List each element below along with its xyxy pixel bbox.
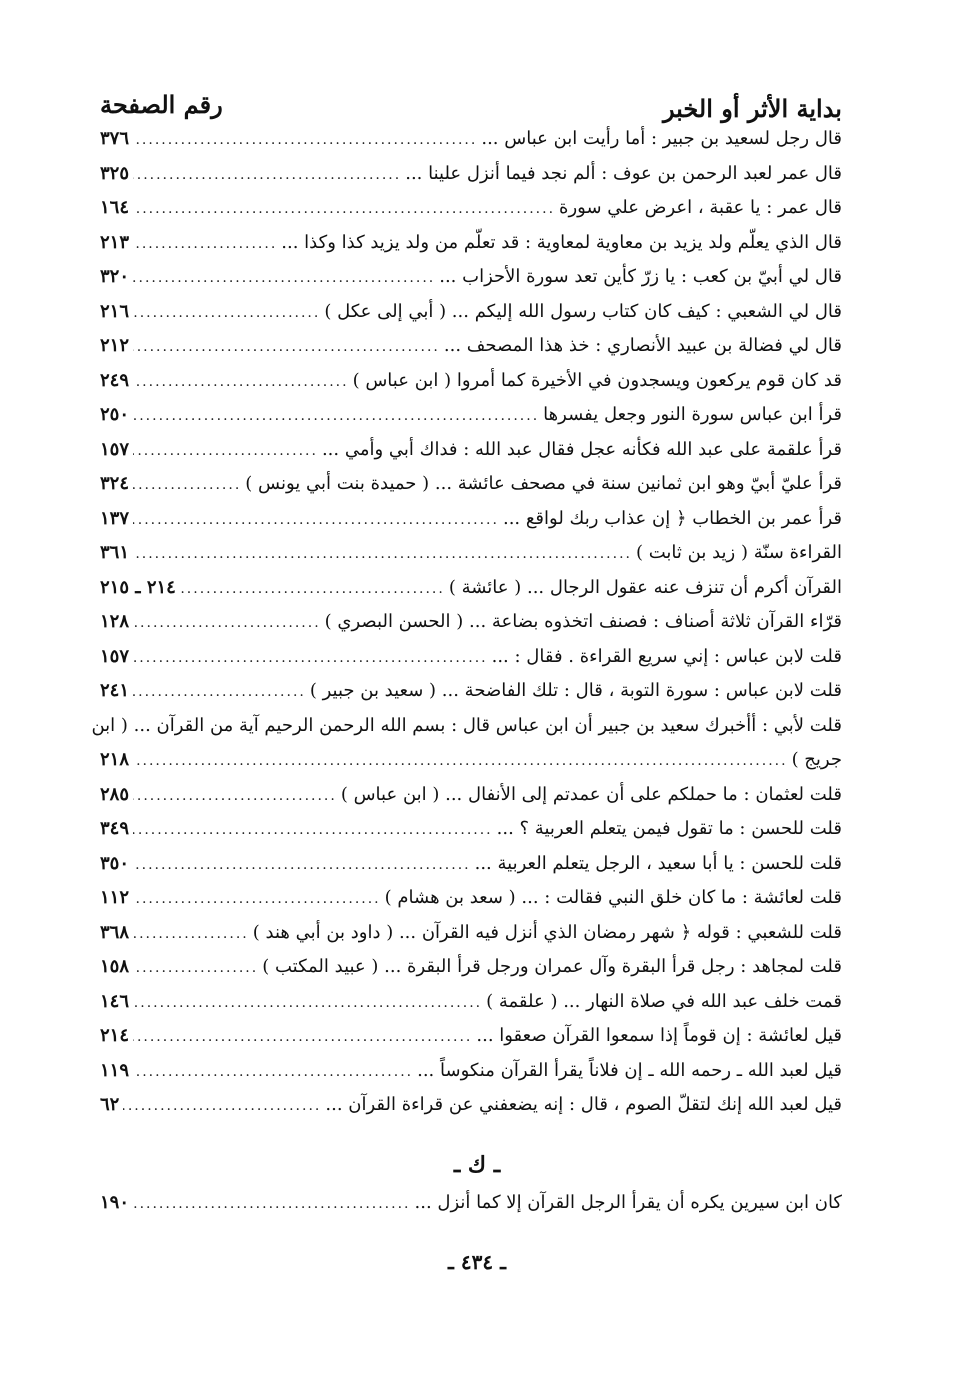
index-entry bbox=[100, 853, 842, 888]
leader-dots bbox=[133, 857, 471, 873]
index-entry bbox=[100, 335, 842, 370]
index-entry bbox=[100, 577, 842, 612]
entry-text: قال الذي يعلّم ولد يزيد بن معاوية لمعاوية : قد تعلّم من ولد يزيد كذا وكذا ... bbox=[281, 231, 842, 253]
leader-dots bbox=[133, 443, 318, 459]
leader-dots bbox=[133, 1196, 410, 1212]
entry-page: ٢١٦ bbox=[100, 300, 130, 322]
entry-page: ١٤٦ bbox=[100, 990, 130, 1012]
entry-text: قمت خلف عبد الله في صلاة النهار ... ( علقمة ) bbox=[486, 990, 842, 1012]
leader-dots bbox=[133, 788, 337, 804]
leader-dots bbox=[133, 132, 477, 148]
column-title-start-of-narration: بداية الأثر أو الخبر bbox=[662, 94, 842, 123]
entry-text: القراءة سنّة ( زيد بن ثابت ) bbox=[636, 542, 842, 563]
entry-text: قرأ علقمة على عبد الله فكأنه عجل فقال عبد الله : فداك أبي وأمي ... bbox=[321, 438, 842, 460]
page-number: ـ ٤٣٤ ـ bbox=[448, 1250, 506, 1274]
leader-dots bbox=[133, 477, 241, 493]
entry-page: ٣٦١ bbox=[100, 542, 130, 563]
entry-page: ٢٤٩ bbox=[100, 369, 130, 391]
entry-text: قلت لمجاهد : رجل قرأ البقرة وآل عمران ورجل قرأ البقرة ... ( عبيد المكتب ) bbox=[262, 956, 842, 977]
index-entry bbox=[100, 197, 842, 232]
index-entry bbox=[100, 439, 842, 474]
entry-page: ٢١٣ bbox=[100, 231, 130, 253]
index-entry bbox=[100, 301, 842, 336]
index-entry bbox=[100, 128, 842, 163]
index-entry bbox=[100, 646, 842, 681]
entry-text: قرأ ابن عباس سورة النور وجعل يفسرها bbox=[543, 404, 842, 425]
leader-dots bbox=[133, 1064, 413, 1080]
entry-page: ٢٥٠ bbox=[100, 404, 130, 425]
index-entry bbox=[100, 1094, 842, 1129]
section-letter-heading: ـ ك ـ bbox=[453, 1152, 501, 1178]
entry-page: ١٥٧ bbox=[100, 645, 130, 667]
index-entry bbox=[100, 1060, 842, 1095]
leader-dots bbox=[133, 167, 401, 183]
entry-page: ٣٢٤ bbox=[100, 473, 130, 494]
leader-dots bbox=[133, 270, 435, 286]
entry-text: قرّاء القرآن ثلاثة أصناف : فصنف اتخذوه بضاعة ... ( الحسن البصري ) bbox=[324, 611, 842, 632]
entry-text: جريج ) bbox=[791, 749, 842, 770]
entry-page: ٢١٤ ـ ٢١٥ bbox=[100, 576, 176, 598]
index-entry bbox=[100, 784, 842, 819]
entry-text: قرأ عليّ أبيّ وهو ابن ثمانين سنة في مصحف عائشة ... ( حميدة بنت أبي يونس ) bbox=[245, 473, 842, 494]
leader-dots bbox=[133, 891, 381, 907]
index-entry bbox=[100, 370, 842, 405]
index-entry bbox=[100, 991, 842, 1026]
index-entry bbox=[100, 404, 842, 439]
entry-page: ٢٤١ bbox=[100, 680, 130, 701]
entry-text: قال عمر لعبد الرحمن بن عوف : ألم نجد فيما أنزل علينا ... bbox=[405, 162, 842, 184]
leader-dots bbox=[133, 339, 440, 355]
column-title-page-number: رقم الصفحة bbox=[100, 90, 223, 119]
entry-page: ٦٢ bbox=[100, 1094, 120, 1115]
leader-dots bbox=[133, 650, 488, 666]
leader-dots bbox=[133, 236, 277, 252]
entry-page: ٣٧٦ bbox=[100, 128, 130, 149]
page-header bbox=[100, 90, 842, 126]
entry-page: ١٣٧ bbox=[100, 507, 130, 529]
leader-dots bbox=[133, 1029, 472, 1045]
entry-text: قال عمر : يا عقبة ، اعرض علي سورة bbox=[559, 197, 842, 218]
entry-text: قلت للحسن : ما تقول فيمن يتعلم العربية ؟ ... bbox=[496, 818, 842, 839]
entry-page: ٢١٢ bbox=[100, 335, 130, 356]
leader-dots bbox=[133, 408, 539, 424]
entry-text: قال لي أبيّ بن كعب : يا زرّ كأين تعد سورة الأحزاب ... bbox=[439, 266, 842, 287]
index-entry bbox=[100, 887, 842, 922]
entry-text: كان ابن سيرين يكره أن يقرأ الرجل القرآن إلا كما أنزل ... bbox=[414, 1192, 842, 1213]
entry-text: قيل لعائشة : إن قوماً إذا سمعوا القرآن صعقوا ... bbox=[476, 1025, 842, 1046]
entry-page: ٢١٤ bbox=[100, 1025, 130, 1046]
entry-page: ١٦٤ bbox=[100, 197, 130, 218]
entry-text: قلت لعثمان : ما حملكم على أن عمدتم إلى الأنفال ... ( ابن عباس ) bbox=[340, 783, 842, 805]
leader-dots bbox=[133, 995, 482, 1011]
index-entry bbox=[100, 922, 842, 957]
index-entry bbox=[100, 163, 842, 198]
entry-text: قلت للشعبي : قوله ﴿ شهر رمضان الذي أنزل فيه القرآن ... ( داود بن أبي هند ) bbox=[252, 921, 842, 943]
index-entry bbox=[100, 508, 842, 543]
index-entry-wrapped-line-1 bbox=[91, 714, 842, 750]
entry-text: قال لي الشعبي : كيف كان كتاب رسول الله إليكم ... ( أبي إلى عكل ) bbox=[324, 300, 842, 322]
leader-dots bbox=[133, 512, 499, 528]
entry-page: ١١٢ bbox=[100, 887, 130, 908]
index-entry bbox=[100, 542, 842, 577]
leader-dots bbox=[180, 581, 445, 597]
entry-text: قال رجل لسعيد بن جبير : أما رأيت ابن عباس ... bbox=[481, 128, 842, 149]
entry-text: قلت لابن عباس : إني سريع القراءة . فقال : ... bbox=[491, 645, 842, 667]
entry-page: ١٥٧ bbox=[100, 438, 130, 460]
leader-dots bbox=[133, 201, 555, 217]
leader-dots bbox=[133, 546, 632, 562]
entry-page: ١١٩ bbox=[100, 1059, 130, 1081]
leader-dots bbox=[133, 926, 249, 942]
leader-dots bbox=[133, 374, 349, 390]
index-entry bbox=[100, 818, 842, 853]
index-entry bbox=[100, 232, 842, 267]
entry-page: ١٩٠ bbox=[100, 1192, 130, 1213]
index-entry bbox=[100, 611, 842, 646]
index-entry bbox=[100, 1025, 842, 1060]
entry-text: قلت لعائشة : ما كان خلق النبي فقالت : ... ( سعد بن هشام ) bbox=[384, 887, 842, 908]
leader-dots bbox=[133, 960, 258, 976]
entry-page: ١٢٨ bbox=[100, 611, 130, 632]
entry-text: قلت لابن عباس : سورة التوبة ، قال : تلك الفاضحة ... ( سعيد بن جبير ) bbox=[309, 680, 842, 701]
entry-text: قد كان قوم يركعون ويسجدون في الأخيرة كما أمروا ( ابن عباس ) bbox=[352, 369, 842, 391]
entry-text: قيل لعبد الله إنك لتقلّ الصوم ، قال : إنه يضعفني عن قراءة القرآن ... bbox=[325, 1094, 842, 1115]
entry-page: ٣٤٩ bbox=[100, 818, 130, 839]
index-entry bbox=[100, 956, 842, 991]
entry-text: القرآن أكرم أن تنزف عنه عقول الرجال ... ( عائشة ) bbox=[448, 576, 842, 598]
index-entry bbox=[100, 266, 842, 301]
leader-dots bbox=[133, 305, 320, 321]
leader-dots bbox=[133, 822, 493, 838]
leader-dots bbox=[133, 753, 788, 769]
index-entry bbox=[100, 1192, 842, 1227]
leader-dots bbox=[133, 615, 321, 631]
entry-page: ٢١٨ bbox=[100, 749, 130, 770]
entry-page: ٣٦٨ bbox=[100, 921, 130, 943]
index-entry-wrapped-line-2 bbox=[100, 749, 842, 784]
entry-page: ٣٢٠ bbox=[100, 266, 130, 287]
index-entries-section-kaf bbox=[100, 1192, 842, 1227]
index-entry bbox=[100, 473, 842, 508]
leader-dots bbox=[123, 1098, 321, 1114]
index-entries bbox=[91, 128, 842, 1129]
index-entry bbox=[100, 680, 842, 715]
entry-text: قلت لأبي : أأخبرك سعيد بن جبير أن ابن عباس قال : بسم الله الرحمن الرحيم آية من القرآن ... ( ابن bbox=[91, 714, 842, 736]
leader-dots bbox=[133, 684, 306, 700]
entry-page: ٣٥٠ bbox=[100, 852, 130, 874]
entry-page: ٢٨٥ bbox=[100, 783, 130, 805]
entry-text: قيل لعبد الله ـ رحمه الله ـ إن فلاناً يقرأ القرآن منكوساً ... bbox=[417, 1059, 842, 1081]
entry-page: ١٥٨ bbox=[100, 956, 130, 977]
entry-text: قرأ عمر بن الخطاب ﴿ إن عذاب ربك لواقع ... bbox=[502, 507, 842, 529]
entry-page: ٣٢٥ bbox=[100, 162, 130, 184]
entry-text: قال لي فضالة بن عبيد الأنصاري : خذ هذا المصحف ... bbox=[443, 335, 842, 356]
entry-text: قلت للحسن : يا أبا سعيد ، الرجل يتعلم العربية ... bbox=[474, 852, 842, 874]
